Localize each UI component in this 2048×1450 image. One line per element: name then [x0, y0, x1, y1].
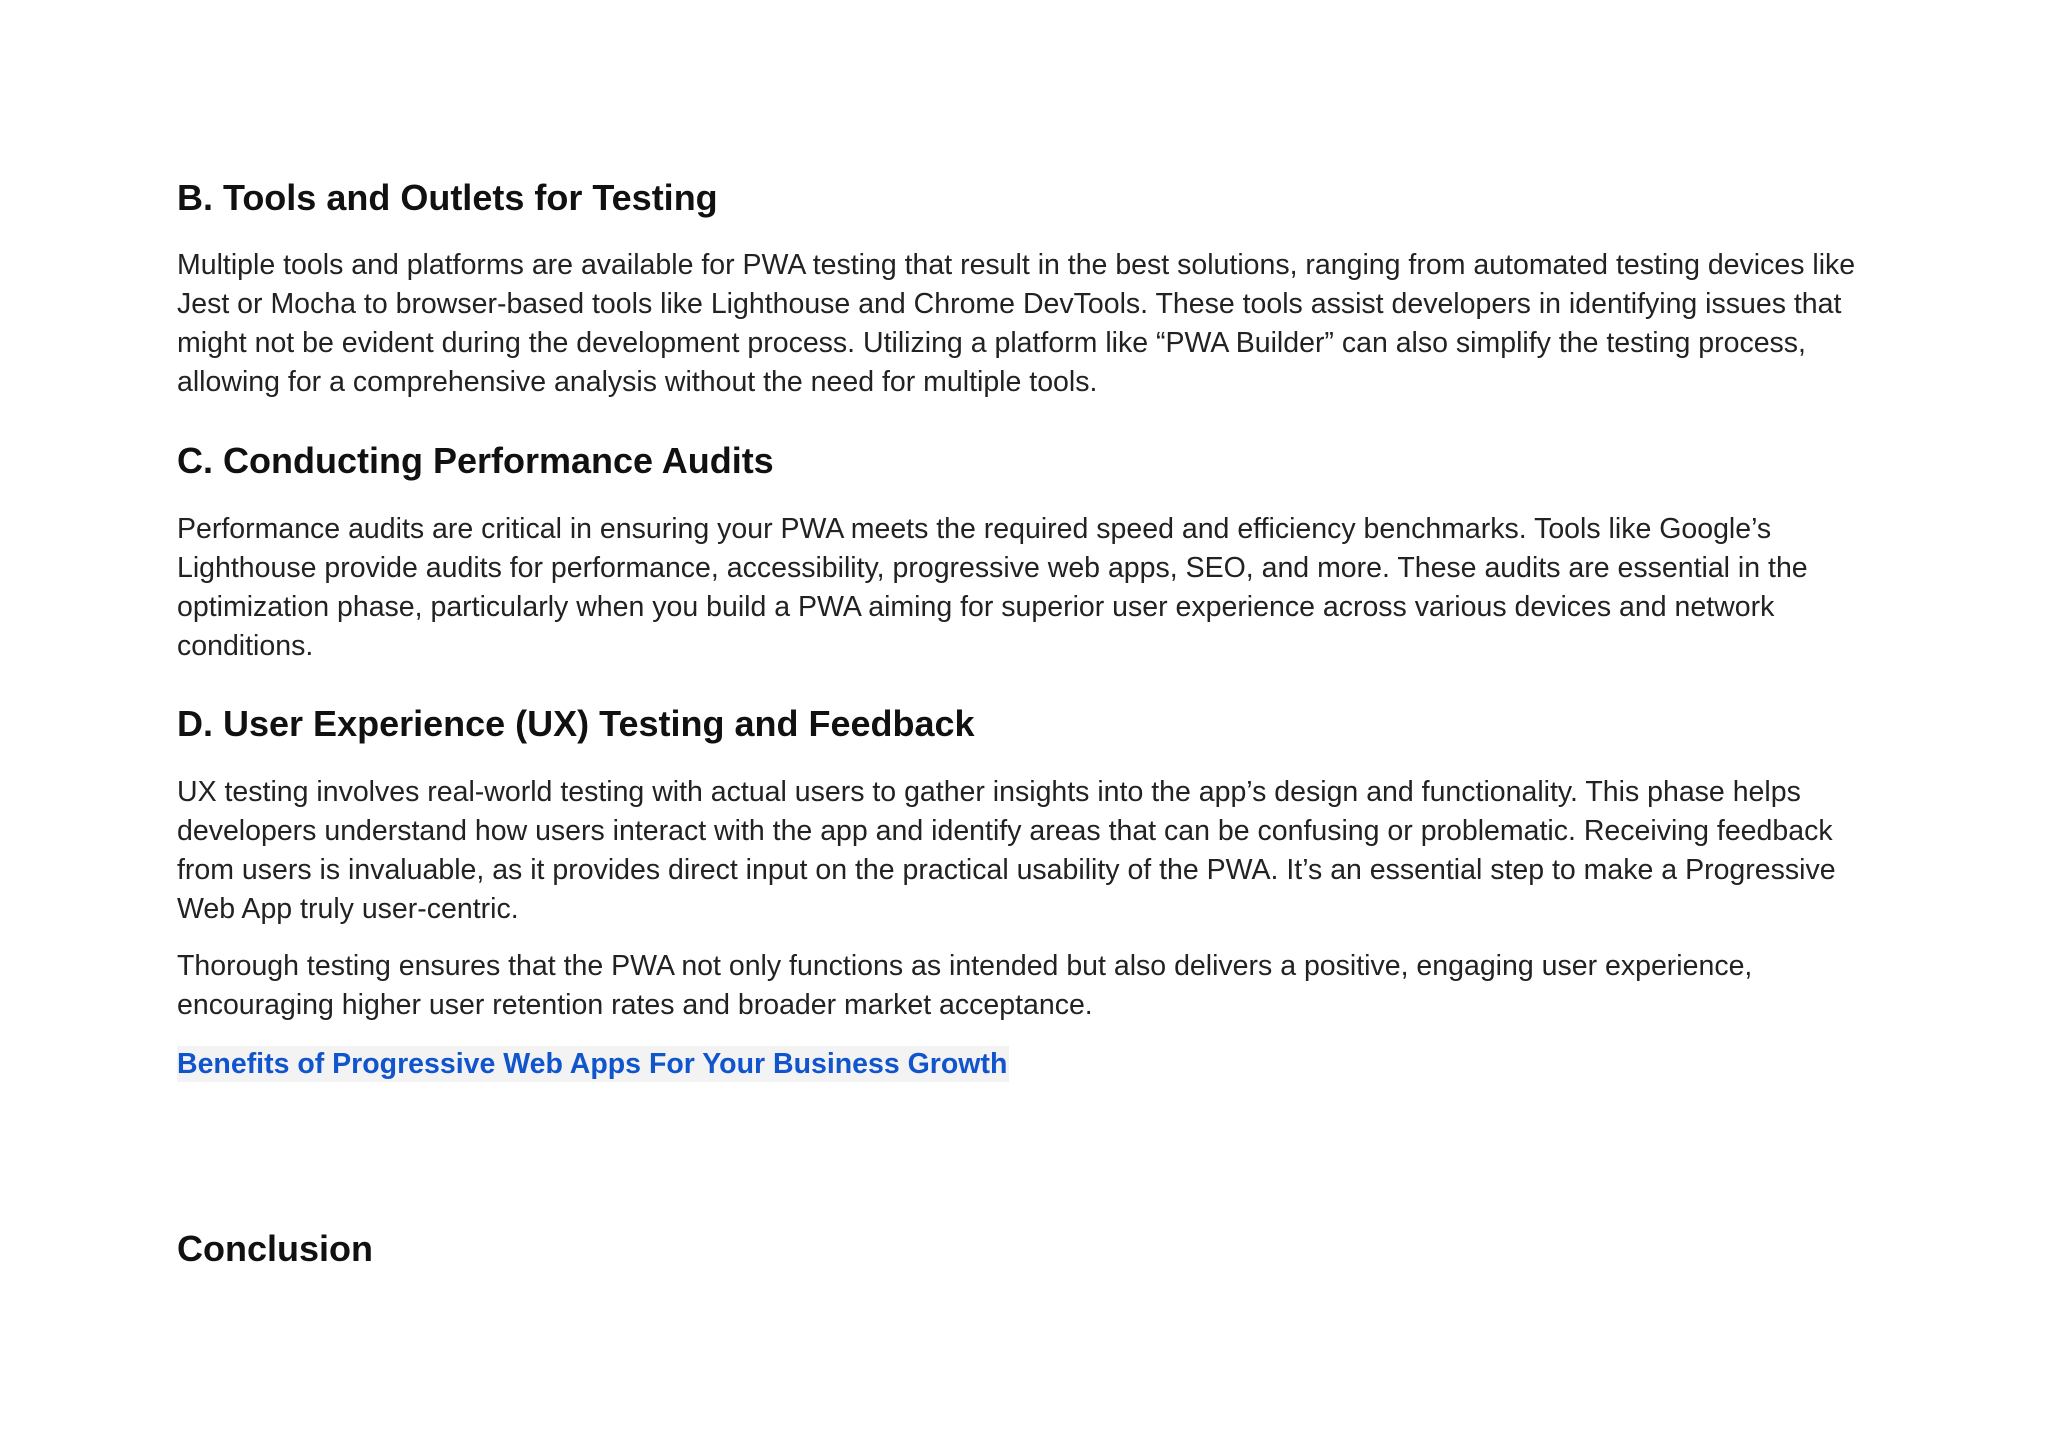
section-heading-tools: B. Tools and Outlets for Testing	[177, 177, 718, 218]
conclusion-heading: Conclusion	[177, 1228, 373, 1269]
section-heading-performance-audits: C. Conducting Performance Audits	[177, 440, 774, 481]
section-paragraph-performance-audits: Performance audits are critical in ensuring your PWA meets the required speed and efficiency benchmarks. Tools like Google’s Lighthouse provide audits for performance, accessibility, progressive web apps, SEO, and more. These audits are essential in the optimization phase, particularly when you build a PWA aiming for superior user experience across various devices and network conditions.	[177, 513, 1808, 662]
section-paragraph-ux-testing: UX testing involves real-world testing with actual users to gather insights into the app’s design and functionality. This phase helps developers understand how users interact with the app and identify areas that can be confusing or problematic. Receiving feedback from users is invaluable, as it provides direct input on the practical usability of the PWA. It’s an essential step to make a Progressive Web App truly user-centric.	[177, 776, 1836, 925]
section-paragraph-tools: Multiple tools and platforms are available for PWA testing that result in the best solutions, ranging from automated testing devices like Jest or Mocha to browser-based tools like Lighthouse and Chrome DevTools. These tools assist developers in identifying issues that might not be evident during the development process. Utilizing a platform like “PWA Builder” can also simplify the testing process, allowing for a comprehensive analysis without the need for multiple tools.	[177, 249, 1856, 398]
related-article-link[interactable]: Benefits of Progressive Web Apps For Your Business Growth	[177, 1048, 1008, 1080]
section-heading-ux-testing: D. User Experience (UX) Testing and Feedback	[177, 703, 975, 744]
document-page	[177, 0, 1897, 1450]
closing-paragraph: Thorough testing ensures that the PWA not only functions as intended but also delivers a positive, engaging user experience, encouraging higher user retention rates and broader market acceptance.	[177, 950, 1753, 1021]
